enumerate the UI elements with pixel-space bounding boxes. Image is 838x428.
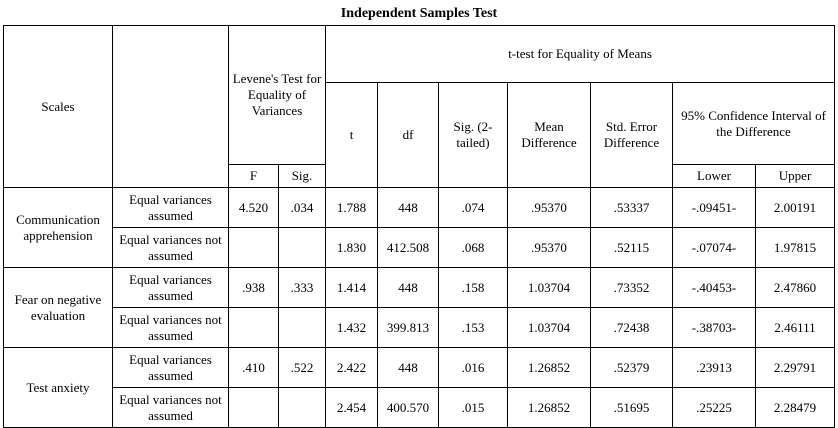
mean-difference-value: 1.26852 (508, 388, 591, 428)
std-error-difference-value: .73352 (591, 268, 673, 308)
ci-lower-value: .25225 (673, 388, 756, 428)
table-row (4, 188, 835, 228)
header-scales: Scales (4, 26, 113, 188)
ci-upper-value: 2.46111 (756, 308, 835, 348)
f-value (229, 228, 279, 268)
header-t: t (326, 83, 378, 188)
assumption-label: Equal variances assumed (113, 348, 229, 388)
t-value: 1.830 (326, 228, 378, 268)
std-error-difference-value: .72438 (591, 308, 673, 348)
table-row (4, 348, 835, 388)
table-row (4, 228, 835, 268)
table-title: Independent Samples Test (340, 6, 498, 21)
assumption-label: Equal variances assumed (113, 268, 229, 308)
sig-2-tailed-value: .158 (439, 268, 508, 308)
sig-2-tailed-value: .016 (439, 348, 508, 388)
df-value: 400.570 (378, 388, 439, 428)
levene-sig-value (279, 308, 326, 348)
ci-upper-value: 2.47860 (756, 268, 835, 308)
ci-upper-value: 2.28479 (756, 388, 835, 428)
header-df: df (378, 83, 439, 188)
header-ttest: t-test for Equality of Means (326, 26, 835, 83)
header-levene-sig: Sig. (279, 165, 326, 188)
header-assumption-blank (113, 26, 229, 188)
t-value: 1.432 (326, 308, 378, 348)
levene-sig-value: .522 (279, 348, 326, 388)
t-value: 2.422 (326, 348, 378, 388)
assumption-label: Equal variances assumed (113, 188, 229, 228)
independent-samples-test-table (3, 25, 835, 428)
f-value (229, 308, 279, 348)
std-error-difference-value: .53337 (591, 188, 673, 228)
levene-sig-value: .034 (279, 188, 326, 228)
table-row (4, 268, 835, 308)
header-mean-difference: Mean Difference (508, 83, 591, 188)
scale-name: Fear on negative evaluation (4, 268, 113, 348)
sig-2-tailed-value: .015 (439, 388, 508, 428)
df-value: 448 (378, 268, 439, 308)
ci-lower-value: .23913 (673, 348, 756, 388)
header-confidence-interval: 95% Confidence Interval of the Difference (673, 83, 835, 165)
df-value: 448 (378, 348, 439, 388)
t-value: 2.454 (326, 388, 378, 428)
f-value: 4.520 (229, 188, 279, 228)
ci-lower-value: -.38703- (673, 308, 756, 348)
t-value: 1.414 (326, 268, 378, 308)
f-value (229, 388, 279, 428)
mean-difference-value: 1.26852 (508, 348, 591, 388)
levene-sig-value (279, 228, 326, 268)
table-row (4, 388, 835, 428)
mean-difference-value: 1.03704 (508, 268, 591, 308)
scale-name: Test anxiety (4, 348, 113, 428)
header-lower: Lower (673, 165, 756, 188)
levene-sig-value (279, 388, 326, 428)
header-sig-2-tailed: Sig. (2-tailed) (439, 83, 508, 188)
f-value: .938 (229, 268, 279, 308)
mean-difference-value: .95370 (508, 228, 591, 268)
df-value: 412.508 (378, 228, 439, 268)
table-row (4, 308, 835, 348)
sig-2-tailed-value: .068 (439, 228, 508, 268)
scale-name: Communication apprehension (4, 188, 113, 268)
header-f: F (229, 165, 279, 188)
ci-upper-value: 2.00191 (756, 188, 835, 228)
sig-2-tailed-value: .074 (439, 188, 508, 228)
levene-sig-value: .333 (279, 268, 326, 308)
std-error-difference-value: .52379 (591, 348, 673, 388)
ci-lower-value: -.40453- (673, 268, 756, 308)
ci-upper-value: 1.97815 (756, 228, 835, 268)
header-std-error-difference: Std. Error Difference (591, 83, 673, 188)
assumption-label: Equal variances not assumed (113, 388, 229, 428)
assumption-label: Equal variances not assumed (113, 308, 229, 348)
ci-lower-value: -.09451- (673, 188, 756, 228)
mean-difference-value: 1.03704 (508, 308, 591, 348)
df-value: 399.813 (378, 308, 439, 348)
t-value: 1.788 (326, 188, 378, 228)
mean-difference-value: .95370 (508, 188, 591, 228)
header-levene: Levene's Test for Equality of Variances (229, 26, 326, 165)
sig-2-tailed-value: .153 (439, 308, 508, 348)
std-error-difference-value: .52115 (591, 228, 673, 268)
ci-lower-value: -.07074- (673, 228, 756, 268)
f-value: .410 (229, 348, 279, 388)
assumption-label: Equal variances not assumed (113, 228, 229, 268)
std-error-difference-value: .51695 (591, 388, 673, 428)
header-upper: Upper (756, 165, 835, 188)
ci-upper-value: 2.29791 (756, 348, 835, 388)
df-value: 448 (378, 188, 439, 228)
